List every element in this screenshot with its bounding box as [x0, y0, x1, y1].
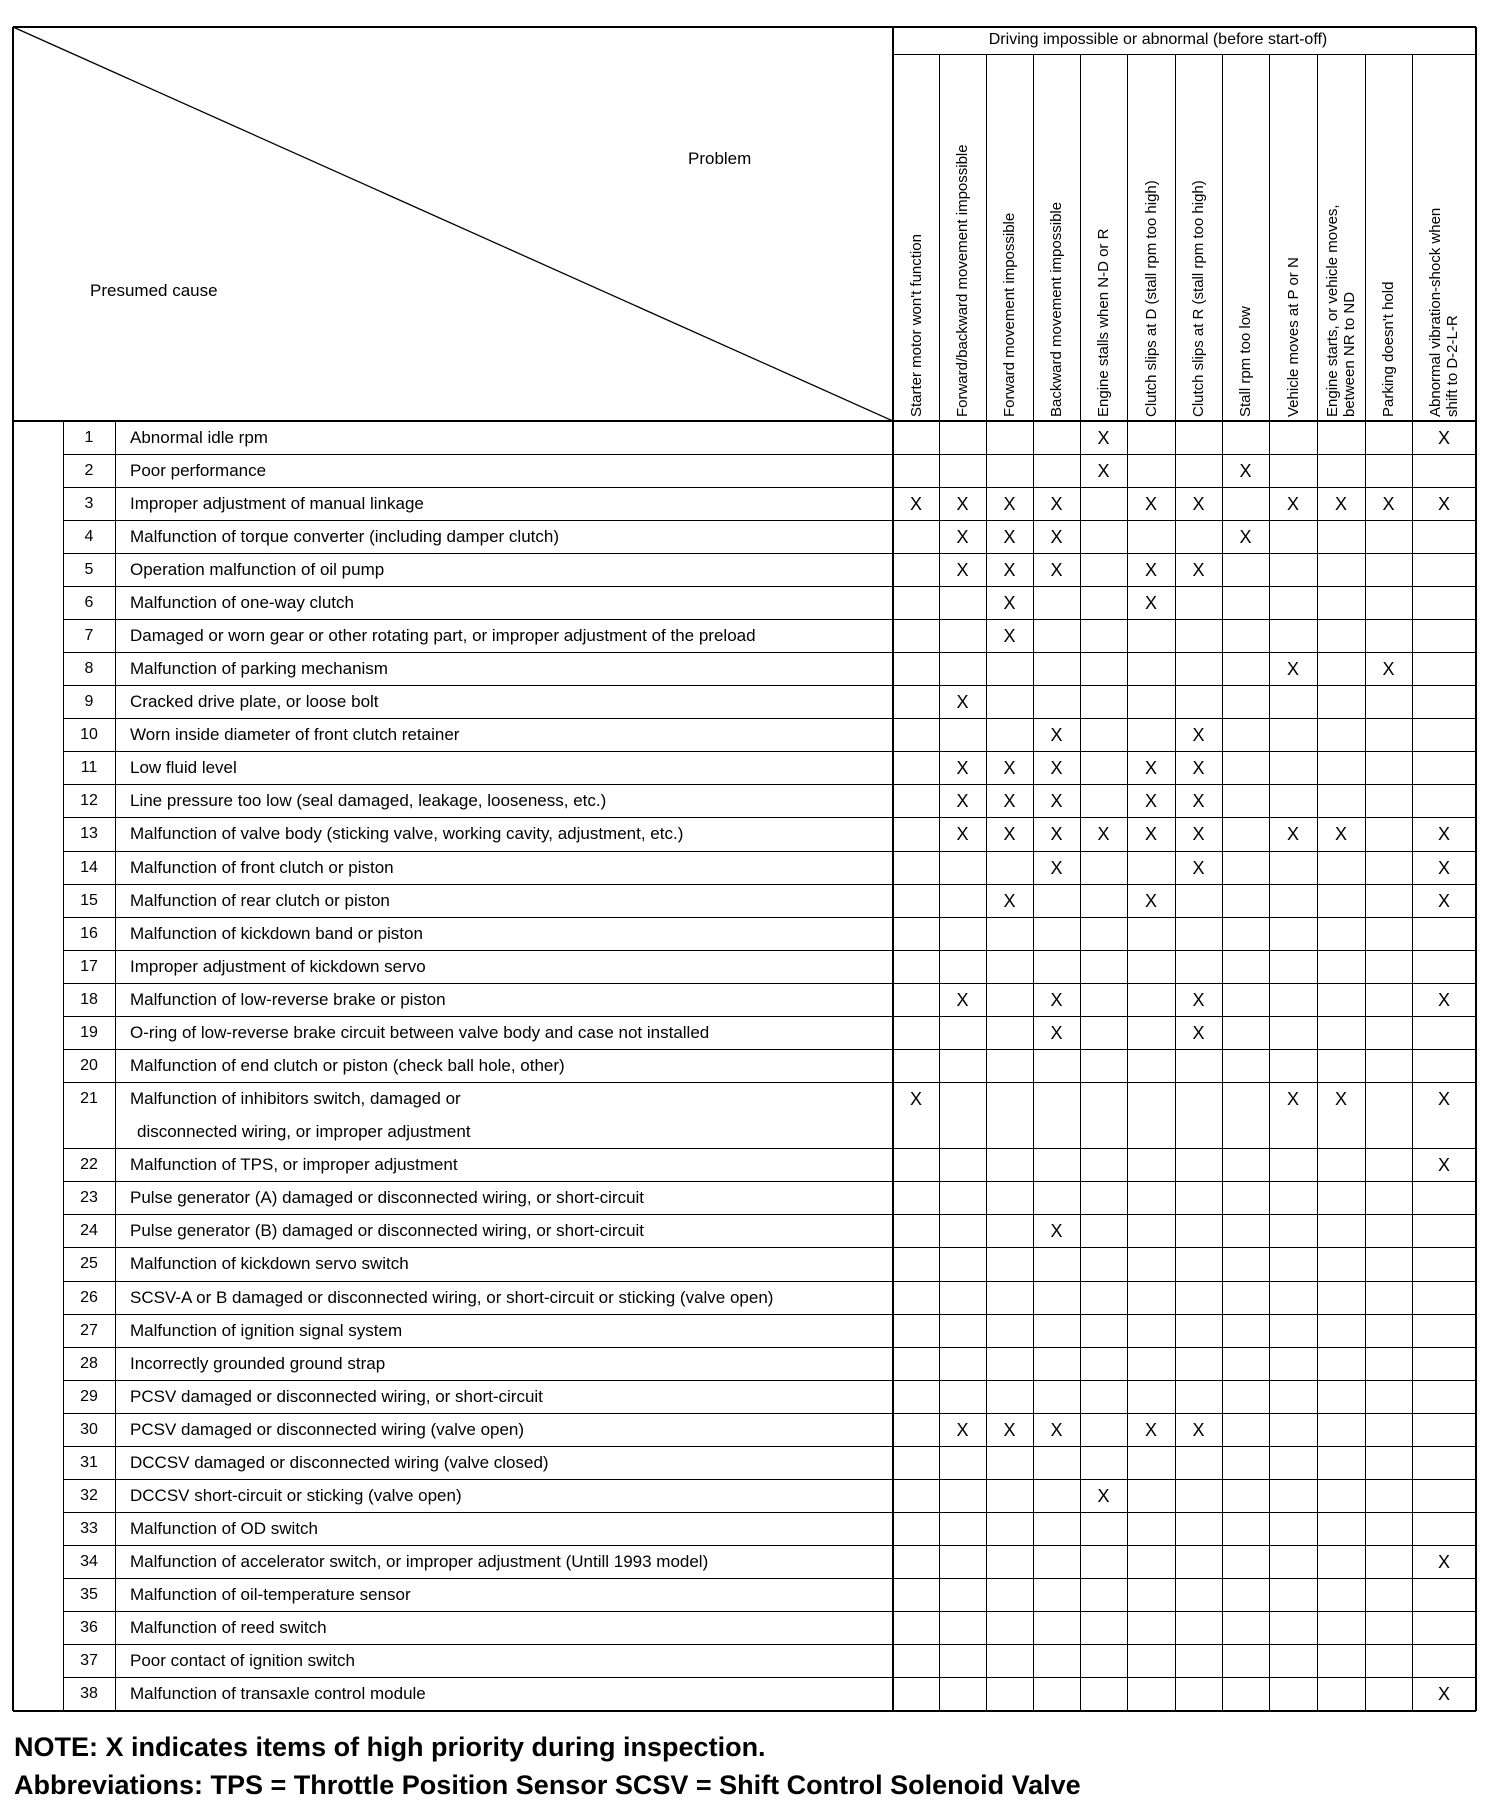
priority-mark: X — [1097, 427, 1110, 448]
row-number: 29 — [80, 1387, 98, 1405]
row-number: 30 — [80, 1420, 98, 1438]
row-number: 20 — [80, 1057, 98, 1074]
priority-mark: X — [1192, 1022, 1205, 1043]
row-number: 4 — [84, 527, 94, 545]
column-header — [1001, 213, 1018, 417]
row-number: 36 — [80, 1619, 98, 1637]
table-rule — [63, 1148, 1476, 1149]
column-header — [1095, 229, 1112, 417]
priority-mark: X — [956, 989, 969, 1010]
cause-text: disconnected wiring, or improper adjustment — [137, 1122, 471, 1142]
row-number: 13 — [80, 825, 98, 843]
cause-text: Malfunction of one-way clutch — [130, 592, 354, 612]
priority-mark: X — [956, 1419, 969, 1440]
row-number: 21 — [80, 1090, 98, 1108]
table-rule — [1365, 54, 1366, 1711]
presumed-cause-label: Presumed cause — [90, 281, 218, 300]
cause-text: Malfunction of low-reverse brake or piston — [130, 989, 446, 1009]
column-header — [1143, 180, 1160, 417]
table-rule — [1412, 54, 1413, 1711]
cause-text: DCCSV damaged or disconnected wiring (valve closed) — [130, 1452, 549, 1472]
cause-text: Poor contact of ignition switch — [130, 1651, 355, 1671]
priority-mark: X — [1192, 493, 1205, 514]
row-number: 1 — [84, 428, 94, 446]
priority-mark: X — [909, 493, 922, 514]
table-rule — [1175, 54, 1176, 1711]
row-number: 31 — [80, 1453, 98, 1471]
row-number: 6 — [84, 593, 94, 611]
cause-text: Malfunction of parking mechanism — [130, 659, 388, 679]
priority-mark: X — [1437, 1684, 1450, 1705]
row-number: 28 — [80, 1354, 98, 1372]
priority-mark: X — [1239, 526, 1252, 547]
cause-text: Cracked drive plate, or loose bolt — [130, 692, 379, 712]
cause-text: Abnormal idle rpm — [130, 427, 268, 447]
table-rule — [986, 54, 987, 1711]
table-rule — [63, 619, 1476, 620]
priority-mark: X — [1050, 989, 1063, 1010]
row-number: 33 — [80, 1520, 98, 1538]
column-header — [1048, 202, 1065, 417]
column-header — [1285, 257, 1302, 417]
column-header-line: Engine stalls when N-D or R — [1095, 228, 1112, 417]
cause-text: Malfunction of transaxle control module — [130, 1684, 426, 1704]
cause-text: PCSV damaged or disconnected wiring (valve open) — [130, 1419, 525, 1439]
priority-mark: X — [1192, 725, 1205, 746]
priority-mark: X — [956, 526, 969, 547]
priority-mark: X — [1437, 1089, 1450, 1110]
priority-mark: X — [1050, 1022, 1063, 1043]
priority-mark: X — [1334, 1089, 1347, 1110]
priority-mark: X — [1382, 493, 1395, 514]
column-header-line: Clutch slips at R (stall rpm too high) — [1190, 180, 1207, 417]
priority-mark: X — [1050, 559, 1063, 580]
priority-mark: X — [1437, 427, 1450, 448]
table-rule — [63, 851, 1476, 852]
cause-text: Malfunction of rear clutch or piston — [130, 890, 390, 910]
priority-mark: X — [1192, 559, 1205, 580]
group-title: Driving impossible or abnormal (before start-off) — [988, 31, 1328, 48]
priority-mark: X — [1437, 857, 1450, 878]
column-header-line: between NR to ND — [1341, 291, 1358, 417]
priority-mark: X — [1050, 824, 1063, 845]
table-rule — [63, 784, 1476, 785]
column-header-line: Engine starts, or vehicle moves, — [1324, 204, 1341, 417]
table-rule — [63, 586, 1476, 587]
priority-mark: X — [1192, 824, 1205, 845]
priority-mark: X — [1003, 592, 1016, 613]
table-rule — [63, 1380, 1476, 1381]
priority-mark: X — [1144, 1419, 1157, 1440]
cause-text: Poor performance — [130, 460, 267, 480]
table-rule — [893, 54, 1476, 55]
priority-mark: X — [1003, 758, 1016, 779]
cause-text: Malfunction of ignition signal system — [130, 1320, 403, 1340]
cause-text: Damaged or worn gear or other rotating part, or improper adjustment of the preload — [130, 626, 756, 645]
row-number: 35 — [80, 1586, 98, 1604]
priority-mark: X — [1144, 559, 1157, 580]
column-header — [908, 234, 925, 417]
table-rule — [63, 1247, 1476, 1248]
priority-mark: X — [1003, 493, 1016, 514]
table-rule — [939, 54, 940, 1711]
priority-mark: X — [1192, 989, 1205, 1010]
priority-mark: X — [1144, 758, 1157, 779]
row-number: 3 — [84, 494, 94, 512]
row-number: 2 — [84, 461, 94, 479]
table-rule — [1269, 54, 1270, 1711]
note-text: NOTE: X indicates items of high priority during inspection. — [14, 1732, 766, 1762]
table-rule — [63, 817, 1476, 818]
column-header — [1427, 208, 1461, 417]
row-number: 7 — [84, 627, 94, 644]
problem-label: Problem — [688, 149, 752, 168]
row-number: 18 — [80, 990, 98, 1008]
cause-text: Malfunction of valve body (sticking valve, working cavity, adjustment, etc.) — [130, 824, 684, 844]
priority-mark: X — [1437, 1155, 1450, 1176]
row-number: 14 — [80, 858, 98, 876]
column-header — [1237, 306, 1254, 417]
diagonal-divider — [13, 27, 893, 421]
priority-mark: X — [1050, 526, 1063, 547]
table-rule — [63, 487, 1476, 488]
priority-mark: X — [1382, 659, 1395, 680]
table-rule — [63, 917, 1476, 918]
table-rule — [63, 1281, 1476, 1282]
column-header-line: Clutch slips at D (stall rpm too high) — [1142, 180, 1160, 417]
row-number: 8 — [84, 660, 94, 678]
row-number: 10 — [80, 726, 98, 744]
cause-text: Malfunction of oil-temperature sensor — [130, 1585, 411, 1605]
cause-text: Worn inside diameter of front clutch retainer — [130, 725, 460, 745]
table-rule — [12, 27, 14, 1711]
priority-mark: X — [1334, 824, 1347, 845]
table-rule — [63, 751, 1476, 752]
priority-mark: X — [1144, 592, 1157, 613]
row-number: 19 — [80, 1023, 98, 1041]
cause-text: Incorrectly grounded ground strap — [130, 1353, 386, 1373]
column-header-line: Parking doesn't hold — [1380, 281, 1397, 417]
cause-text: Malfunction of end clutch or piston (check ball hole, other) — [130, 1056, 565, 1075]
priority-mark: X — [1144, 493, 1157, 514]
priority-mark: X — [956, 692, 969, 713]
table-rule — [63, 1347, 1476, 1348]
cause-text: Malfunction of torque converter (including damper clutch) — [130, 526, 559, 546]
priority-mark: X — [909, 1089, 922, 1110]
column-header-line: Forward movement impossible — [1001, 212, 1018, 417]
priority-mark: X — [1286, 1089, 1299, 1110]
row-number: 22 — [80, 1156, 98, 1174]
priority-mark: X — [1334, 493, 1347, 514]
row-number: 16 — [80, 924, 98, 942]
table-rule — [1127, 54, 1128, 1711]
cause-text: Malfunction of front clutch or piston — [130, 857, 394, 877]
row-number: 9 — [84, 693, 94, 711]
priority-mark: X — [956, 493, 969, 514]
priority-mark: X — [1286, 659, 1299, 680]
priority-mark: X — [1050, 791, 1063, 812]
cause-text: Operation malfunction of oil pump — [130, 559, 385, 579]
table-rule — [63, 983, 1476, 984]
cause-text: Improper adjustment of manual linkage — [130, 493, 424, 513]
priority-mark: X — [1050, 1221, 1063, 1242]
priority-mark: X — [1097, 1486, 1110, 1506]
row-number: 38 — [80, 1685, 98, 1703]
priority-mark: X — [1144, 890, 1157, 911]
cause-text: Malfunction of OD switch — [130, 1519, 319, 1539]
table-rule — [63, 950, 1476, 951]
priority-mark: X — [1239, 460, 1252, 481]
table-rule — [63, 1578, 1476, 1579]
priority-mark: X — [1437, 989, 1450, 1010]
priority-mark: X — [1144, 824, 1157, 845]
priority-mark: X — [1192, 758, 1205, 779]
column-header-line: Starter motor won't function — [907, 234, 925, 417]
table-rule — [63, 454, 1476, 455]
row-number: 37 — [80, 1652, 98, 1670]
column-header-line: Abnormal vibration-shock when — [1427, 207, 1444, 417]
priority-mark: X — [1286, 493, 1299, 514]
cause-text: PCSV damaged or disconnected wiring, or short-circuit — [130, 1386, 543, 1406]
table-rule — [63, 520, 1476, 521]
priority-mark: X — [1003, 559, 1016, 580]
row-number: 17 — [80, 957, 98, 975]
row-number: 24 — [80, 1222, 98, 1240]
cause-text: Malfunction of accelerator switch, or improper adjustment (Untill 1993 model) — [130, 1552, 709, 1572]
cause-text: Malfunction of kickdown servo switch — [130, 1254, 409, 1274]
cause-text: Pulse generator (A) damaged or disconnected wiring, or short-circuit — [130, 1188, 645, 1208]
table-rule — [63, 1545, 1476, 1546]
cause-text: Malfunction of kickdown band or piston — [130, 923, 423, 943]
table-rule — [13, 420, 1476, 422]
cause-text: Line pressure too low (seal damaged, leakage, looseness, etc.) — [130, 791, 607, 811]
table-rule — [63, 884, 1476, 885]
cause-text: Malfunction of inhibitors switch, damaged or — [130, 1089, 461, 1109]
row-number: 5 — [84, 560, 94, 578]
table-rule — [63, 1611, 1476, 1612]
column-header-line: Vehicle moves at P or N — [1284, 257, 1302, 417]
cause-text: Improper adjustment of kickdown servo — [130, 956, 426, 976]
cause-text: O-ring of low-reverse brake circuit between valve body and case not installed — [130, 1022, 710, 1042]
priority-mark: X — [956, 559, 969, 580]
column-header-line: Stall rpm too low — [1237, 306, 1254, 417]
table-rule — [63, 1214, 1476, 1215]
row-number: 34 — [80, 1553, 98, 1571]
table-rule — [892, 27, 894, 1711]
table-rule — [63, 1314, 1476, 1315]
priority-mark: X — [1003, 890, 1016, 911]
table-rule — [63, 1479, 1476, 1480]
table-rule — [13, 26, 1476, 28]
table-rule — [63, 1512, 1476, 1513]
table-rule — [13, 1710, 1476, 1712]
table-rule — [63, 1181, 1476, 1182]
priority-mark: X — [1003, 824, 1016, 845]
priority-mark: X — [1097, 460, 1110, 481]
row-number: 32 — [80, 1487, 98, 1504]
row-number: 26 — [80, 1288, 98, 1306]
table-rule — [63, 1644, 1476, 1645]
priority-mark: X — [1286, 824, 1299, 845]
cause-text: Low fluid level — [130, 758, 237, 778]
priority-mark: X — [1437, 824, 1450, 845]
priority-mark: X — [1003, 626, 1016, 646]
priority-mark: X — [1050, 725, 1063, 746]
table-rule — [1222, 54, 1223, 1711]
table-rule — [63, 1413, 1476, 1414]
abbreviations-text: Abbreviations: TPS = Throttle Position Sensor SCSV = Shift Control Solenoid Valve — [14, 1770, 1081, 1800]
priority-mark: X — [1050, 1419, 1063, 1440]
priority-mark: X — [956, 791, 969, 812]
row-number: 23 — [80, 1189, 98, 1207]
table-rule — [63, 1677, 1476, 1678]
column-header — [1190, 180, 1207, 417]
column-header — [954, 144, 971, 417]
table-rule — [63, 685, 1476, 686]
table-rule — [63, 1446, 1476, 1447]
column-header-line: Forward/backward movement impossible — [954, 144, 971, 417]
priority-mark: X — [1144, 791, 1157, 812]
column-header — [1380, 282, 1397, 417]
cause-text: Malfunction of TPS, or improper adjustment — [130, 1155, 458, 1175]
priority-mark: X — [1437, 493, 1450, 514]
row-number: 15 — [80, 891, 98, 909]
cause-text: DCCSV short-circuit or sticking (valve open) — [130, 1486, 462, 1505]
column-header-line: shift to D-2-L-R — [1444, 315, 1461, 417]
table-rule — [1033, 54, 1034, 1711]
table-rule — [63, 1049, 1476, 1050]
column-header — [1324, 204, 1358, 417]
column-header-line: Backward movement impossible — [1048, 201, 1065, 417]
table-rule — [63, 1016, 1476, 1017]
table-rule — [1080, 54, 1081, 1711]
cause-text: SCSV-A or B damaged or disconnected wiring, or short-circuit or sticking (valve open) — [130, 1287, 774, 1307]
row-number: 12 — [80, 792, 98, 810]
priority-mark: X — [1097, 824, 1110, 845]
row-number: 27 — [80, 1321, 98, 1339]
priority-mark: X — [956, 824, 969, 845]
priority-mark: X — [1050, 493, 1063, 514]
table-rule — [63, 1082, 1476, 1083]
priority-mark: X — [1050, 857, 1063, 878]
cause-text: Malfunction of reed switch — [130, 1618, 327, 1638]
priority-mark: X — [1003, 791, 1016, 812]
priority-mark: X — [1003, 1419, 1016, 1440]
row-number: 25 — [80, 1255, 98, 1273]
priority-mark: X — [1192, 857, 1205, 878]
priority-mark: X — [1192, 791, 1205, 812]
priority-mark: X — [956, 758, 969, 779]
priority-mark: X — [1437, 1552, 1450, 1573]
priority-mark: X — [1003, 526, 1016, 547]
priority-mark: X — [1050, 758, 1063, 779]
cause-text: Pulse generator (B) damaged or disconnected wiring, or short-circuit — [130, 1221, 645, 1241]
priority-mark: X — [1192, 1419, 1205, 1440]
table-rule — [63, 652, 1476, 653]
table-rule — [1317, 54, 1318, 1711]
table-rule — [63, 718, 1476, 719]
row-number: 11 — [80, 759, 98, 777]
table-rule — [63, 553, 1476, 554]
priority-mark: X — [1437, 890, 1450, 911]
